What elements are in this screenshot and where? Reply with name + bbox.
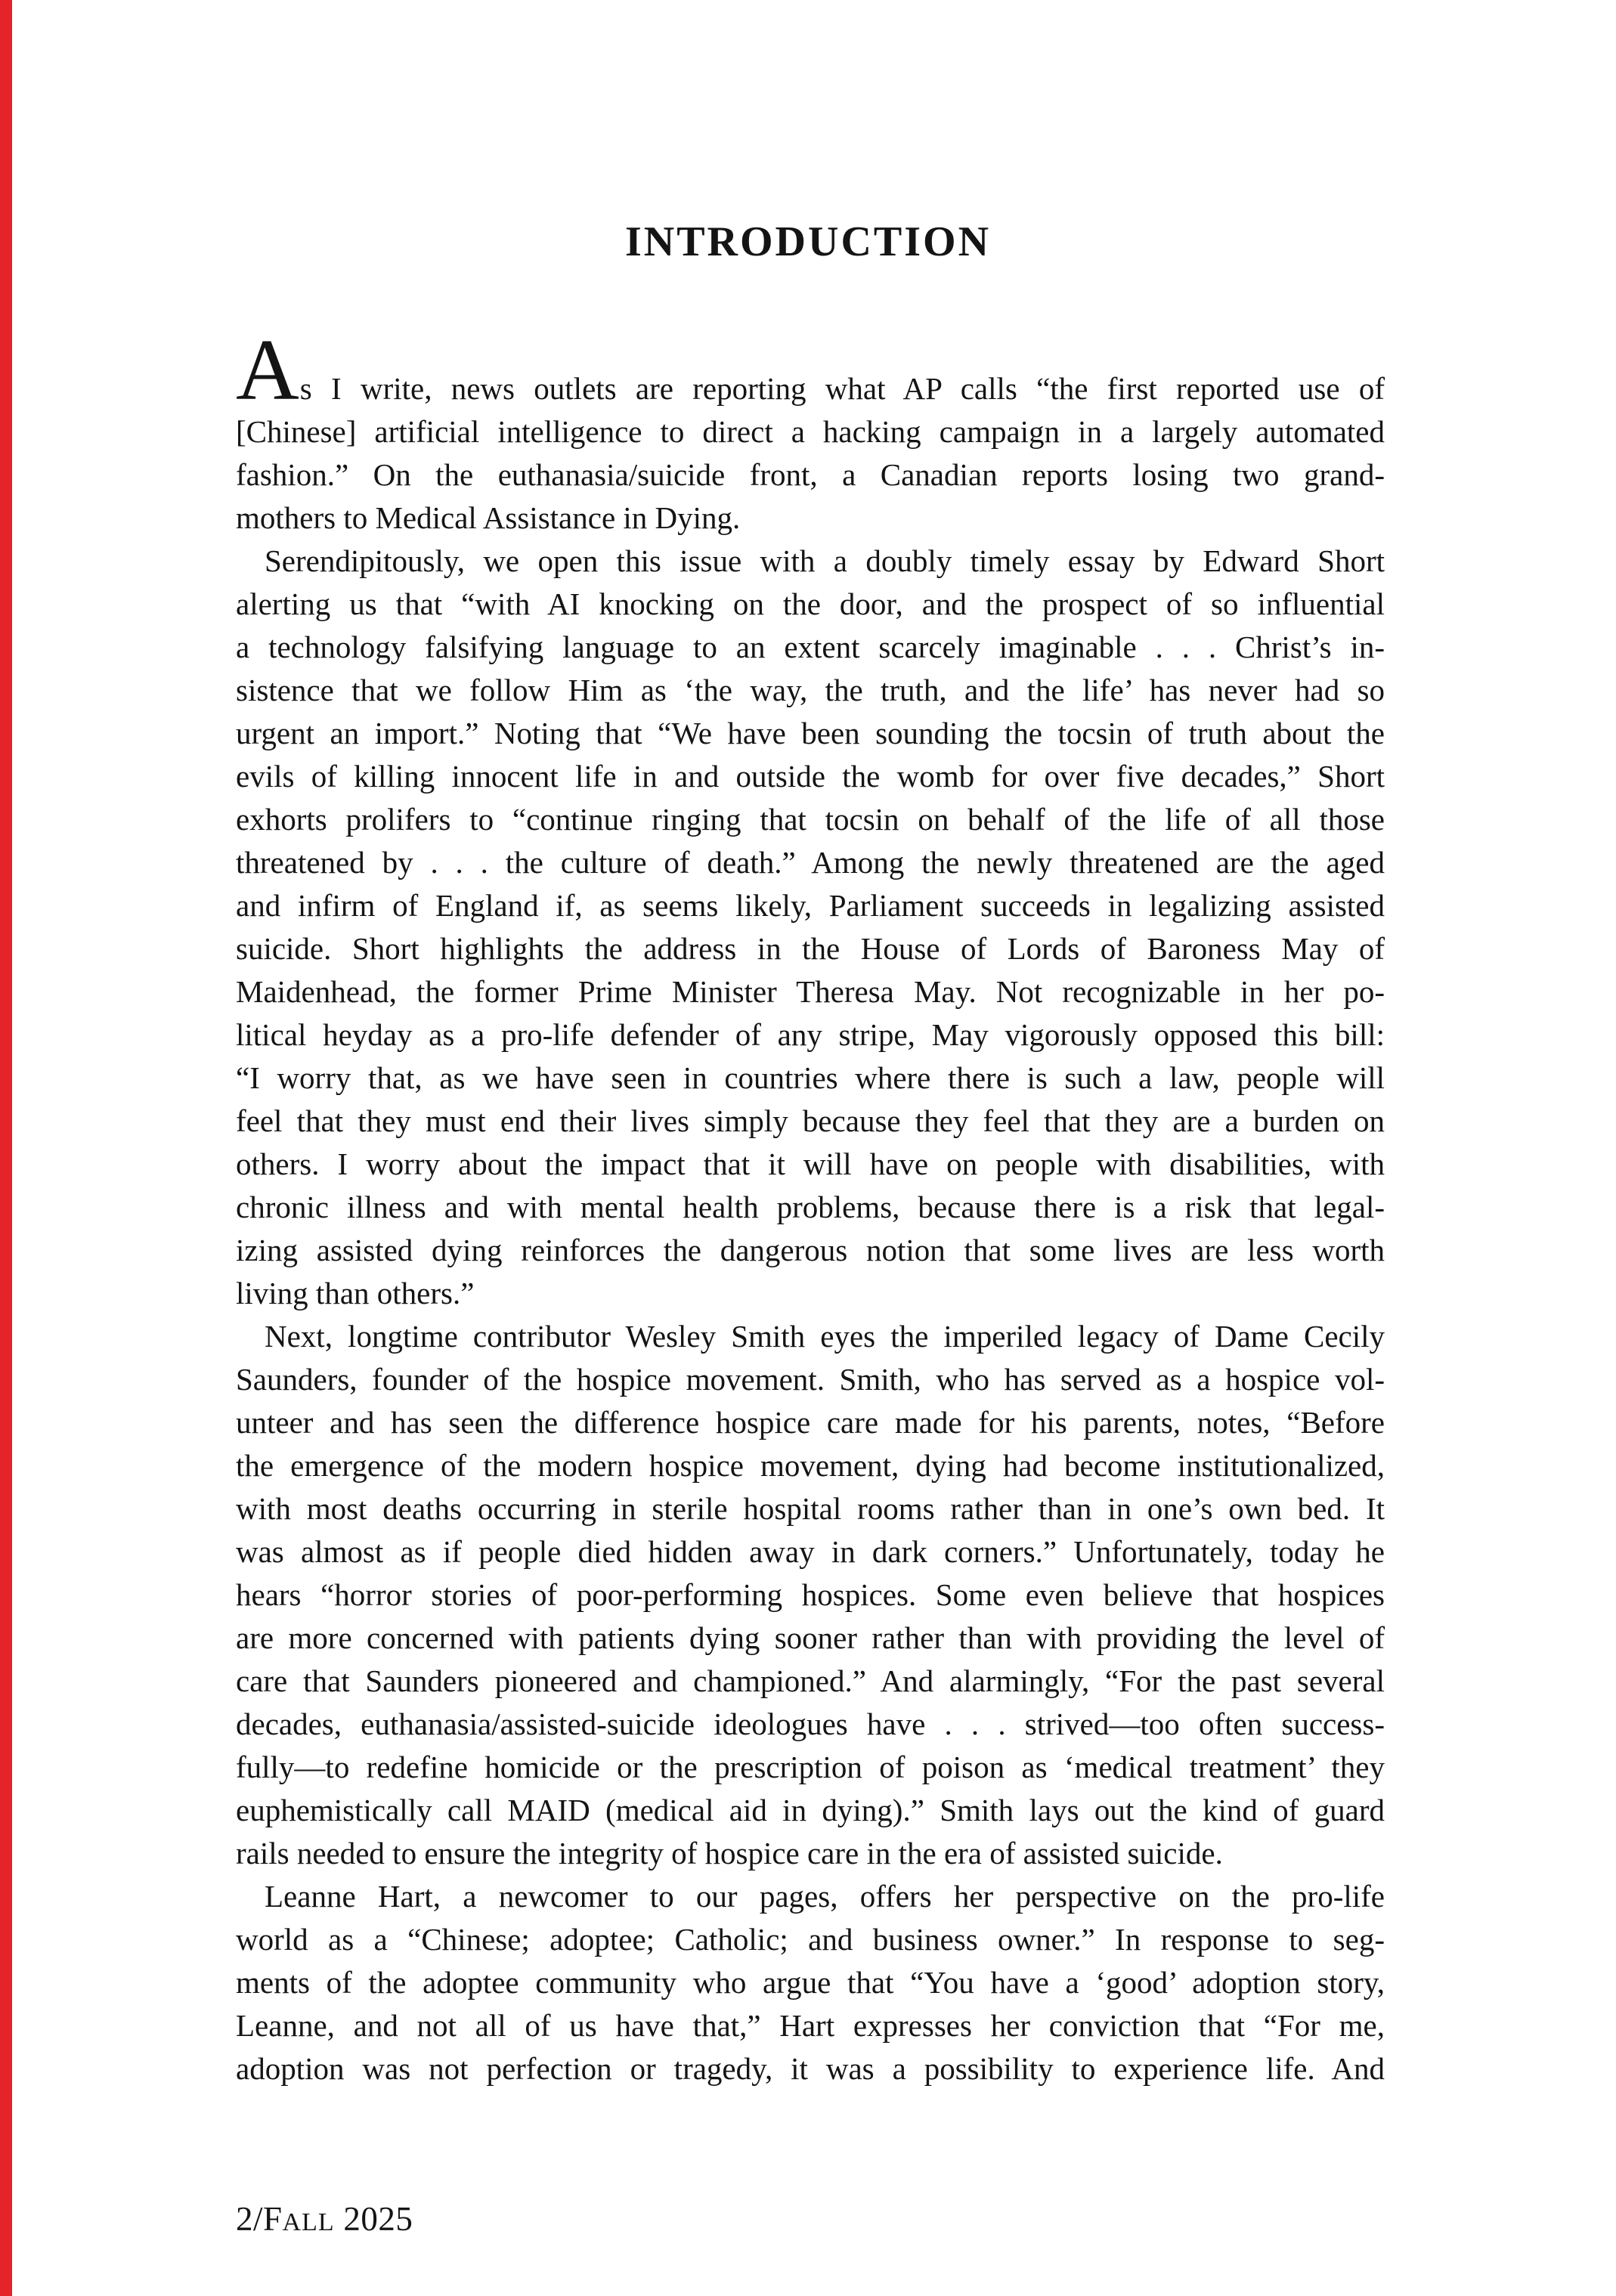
paragraph bbox=[236, 1875, 1385, 2090]
left-edge-accent-bar bbox=[0, 0, 12, 2296]
text-line: are more concerned with patients dying sooner rather than with providing the level of bbox=[236, 1620, 1385, 1655]
text-line: ments of the adoptee community who argue that “You have a ‘good’ adoption story, bbox=[236, 1965, 1385, 2000]
text-line: rails needed to ensure the integrity of hospice care in the era of assisted suicide. bbox=[236, 1836, 1223, 1871]
text-line: a technology falsifying language to an extent scarcely imaginable . . . Christ’s in- bbox=[236, 630, 1385, 664]
text-line: living than others.” bbox=[236, 1276, 475, 1310]
text-line: others. I worry about the impact that it will have on people with disabilities, with bbox=[236, 1146, 1385, 1181]
text-line: sistence that we follow Him as ‘the way, the truth, and the life’ has never had so bbox=[236, 673, 1385, 707]
text-line: was almost as if people died hidden away in dark corners.” Unfortunately, today he bbox=[236, 1534, 1385, 1569]
text-line: mothers to Medical Assistance in Dying. bbox=[236, 500, 741, 535]
footer-season-smallcaps: ALL bbox=[282, 2208, 335, 2236]
paragraph bbox=[236, 322, 1385, 540]
page-footer bbox=[236, 2201, 413, 2239]
text-line: Next, longtime contributor Wesley Smith eyes the imperiled legacy of Dame Cecily bbox=[265, 1319, 1385, 1354]
text-line: and infirm of England if, as seems likely, Parliament succeeds in legalizing assisted bbox=[236, 888, 1385, 923]
text-line: hears “horror stories of poor-performing hospices. Some even believe that hospices bbox=[236, 1577, 1385, 1612]
footer-year: 2025 bbox=[334, 2200, 413, 2238]
text-line: Maidenhead, the former Prime Minister Theresa May. Not recognizable in her po- bbox=[236, 974, 1385, 1009]
text-line: unteer and has seen the difference hospice care made for his parents, notes, “Before bbox=[236, 1405, 1385, 1440]
text-line: urgent an import.” Noting that “We have been sounding the tocsin of truth about the bbox=[236, 716, 1385, 750]
page-title: INTRODUCTION bbox=[624, 218, 992, 265]
text-line: euphemistically call MAID (medical aid in dying).” Smith lays out the kind of guard bbox=[236, 1793, 1385, 1827]
paragraph bbox=[236, 540, 1385, 1315]
text-line: Leanne, and not all of us have that,” Hart expresses her conviction that “For me, bbox=[236, 2008, 1385, 2043]
footer-page-number: 2/F bbox=[236, 2200, 283, 2238]
text-line: chronic illness and with mental health problems, because there is a risk that legal- bbox=[236, 1190, 1385, 1224]
text-line: Serendipitously, we open this issue with a doubly timely essay by Edward Short bbox=[265, 543, 1385, 578]
text-line: izing assisted dying reinforces the dangerous notion that some lives are less worth bbox=[236, 1233, 1385, 1267]
text-line: adoption was not perfection or tragedy, it was a possibility to experience life. And bbox=[236, 2051, 1385, 2086]
text-line: care that Saunders pioneered and championed.” And alarmingly, “For the past several bbox=[236, 1663, 1385, 1698]
text-line: alerting us that “with AI knocking on the door, and the prospect of so influential bbox=[236, 586, 1385, 621]
text-line: fully—to redefine homicide or the prescription of poison as ‘medical treatment’ they bbox=[236, 1750, 1385, 1784]
text-line: world as a “Chinese; adoptee; Catholic; and business owner.” In response to seg- bbox=[236, 1922, 1385, 1957]
text-line: Saunders, founder of the hospice movement. Smith, who has served as a hospice vol- bbox=[236, 1362, 1385, 1397]
raised-initial-cap: A bbox=[236, 322, 300, 419]
text-line: evils of killing innocent life in and outside the womb for over five decades,” Short bbox=[236, 759, 1385, 794]
text-line: decades, euthanasia/assisted-suicide ideologues have . . . strived—too often success- bbox=[236, 1707, 1385, 1741]
text-line: feel that they must end their lives simply because they feel that they are a burden on bbox=[236, 1103, 1385, 1138]
text-line: fashion.” On the euthanasia/suicide front, a Canadian reports losing two grand- bbox=[236, 457, 1385, 492]
text-line: threatened by . . . the culture of death.” Among the newly threatened are the aged bbox=[236, 845, 1385, 880]
text-line: Leanne Hart, a newcomer to our pages, offers her perspective on the pro-life bbox=[265, 1879, 1385, 1914]
text-line: suicide. Short highlights the address in the House of Lords of Baroness May of bbox=[236, 931, 1385, 966]
text-line: “I worry that, as we have seen in countries where there is such a law, people will bbox=[236, 1060, 1385, 1095]
text-line: [Chinese] artificial intelligence to direct a hacking campaign in a largely automated bbox=[236, 414, 1385, 449]
text-line-content: s I write, news outlets are reporting what AP calls “the first reported use of bbox=[299, 371, 1385, 406]
text-line: the emergence of the modern hospice movement, dying had become institutionalized, bbox=[236, 1448, 1385, 1483]
text-line bbox=[236, 322, 1385, 419]
text-line: litical heyday as a pro-life defender of any stripe, May vigorously opposed this bill: bbox=[236, 1017, 1385, 1052]
paragraph bbox=[236, 1315, 1385, 1875]
text-line: with most deaths occurring in sterile hospital rooms rather than in one’s own bed. It bbox=[236, 1491, 1385, 1526]
text-line: exhorts prolifers to “continue ringing that tocsin on behalf of the life of all those bbox=[236, 802, 1385, 837]
article-text bbox=[236, 322, 1385, 2090]
